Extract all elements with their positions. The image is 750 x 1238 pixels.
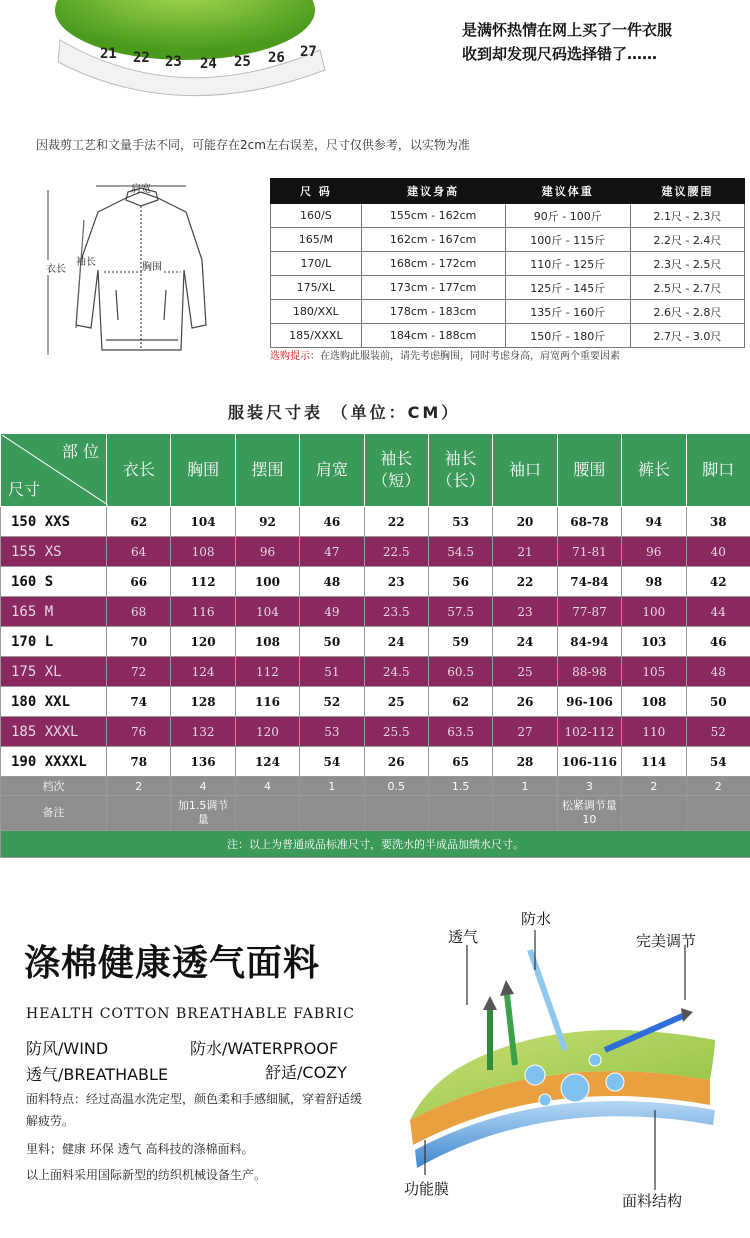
rec-header: 建议体重 xyxy=(505,179,630,204)
grade-cell: 0.5 xyxy=(364,777,428,796)
size-cell: 46 xyxy=(686,627,750,657)
rec-cell: 184cm - 188cm xyxy=(361,324,505,348)
size-cell: 40 xyxy=(686,537,750,567)
size-cell: 104 xyxy=(171,507,235,537)
remark-cell xyxy=(686,796,750,831)
rec-cell: 110斤 - 125斤 xyxy=(505,252,630,276)
remark-cell xyxy=(428,796,492,831)
feature-waterproof: 防水/WATERPROOF xyxy=(190,1039,339,1058)
rec-cell: 170/L xyxy=(271,252,362,276)
size-header: 袖长（长） xyxy=(428,434,492,507)
purchase-tip xyxy=(270,347,620,362)
size-cell: 110 xyxy=(622,717,686,747)
size-cell: 48 xyxy=(686,657,750,687)
size-label: 165 M xyxy=(1,597,107,627)
size-cell: 20 xyxy=(493,507,557,537)
tape-number: 27 xyxy=(300,44,317,60)
size-cell: 57.5 xyxy=(428,597,492,627)
tape-number: 26 xyxy=(268,50,285,66)
size-cell: 26 xyxy=(364,747,428,777)
rec-row xyxy=(271,228,745,252)
grade-row xyxy=(1,777,750,796)
size-cell: 52 xyxy=(686,717,750,747)
size-cell: 25.5 xyxy=(364,717,428,747)
size-label: 155 XS xyxy=(1,537,107,567)
size-label: 185 XXXL xyxy=(1,717,107,747)
grade-cell: 2 xyxy=(622,777,686,796)
size-cell: 47 xyxy=(300,537,364,567)
label-membrane: 功能膜 xyxy=(404,1180,450,1198)
size-cell: 27 xyxy=(493,717,557,747)
label-breathable: 透气 xyxy=(448,928,479,946)
size-cell: 23 xyxy=(364,567,428,597)
tape-number: 22 xyxy=(133,50,150,66)
size-cell: 22 xyxy=(364,507,428,537)
size-cell: 22 xyxy=(493,567,557,597)
size-label: 160 S xyxy=(1,567,107,597)
tape-number: 21 xyxy=(100,46,117,62)
rec-cell: 168cm - 172cm xyxy=(361,252,505,276)
hero-line-1: 是满怀热情在网上买了一件衣服 xyxy=(462,21,673,39)
rec-cell: 2.6尺 - 2.8尺 xyxy=(630,300,744,324)
size-label: 175 XL xyxy=(1,657,107,687)
remark-cell xyxy=(364,796,428,831)
size-header: 脚口 xyxy=(686,434,750,507)
rec-row xyxy=(271,300,745,324)
size-cell: 96-106 xyxy=(557,687,621,717)
grade-cell: 1 xyxy=(300,777,364,796)
rec-cell: 2.1尺 - 2.3尺 xyxy=(630,204,744,228)
rec-cell: 2.3尺 - 2.5尺 xyxy=(630,252,744,276)
size-cell: 62 xyxy=(428,687,492,717)
size-cell: 128 xyxy=(171,687,235,717)
jacket-diagram xyxy=(36,180,246,369)
size-cell: 46 xyxy=(300,507,364,537)
size-cell: 70 xyxy=(107,627,171,657)
size-cell: 116 xyxy=(171,597,235,627)
size-label: 180 XXL xyxy=(1,687,107,717)
size-cell: 24 xyxy=(493,627,557,657)
hero-caption xyxy=(462,18,672,66)
size-cell: 25 xyxy=(493,657,557,687)
size-cell: 124 xyxy=(171,657,235,687)
rec-cell: 135斤 - 160斤 xyxy=(505,300,630,324)
remark-cell xyxy=(300,796,364,831)
size-header: 肩宽 xyxy=(300,434,364,507)
size-cell: 52 xyxy=(300,687,364,717)
size-row xyxy=(1,657,750,687)
rec-cell: 2.5尺 - 2.7尺 xyxy=(630,276,744,300)
size-cell: 24 xyxy=(364,627,428,657)
size-cell: 63.5 xyxy=(428,717,492,747)
size-cell: 48 xyxy=(300,567,364,597)
size-cell: 51 xyxy=(300,657,364,687)
rec-cell: 165/M xyxy=(271,228,362,252)
rec-cell: 155cm - 162cm xyxy=(361,204,505,228)
grade-cell: 4 xyxy=(171,777,235,796)
size-cell: 114 xyxy=(622,747,686,777)
size-table xyxy=(0,433,750,858)
size-cell: 136 xyxy=(171,747,235,777)
size-cell: 102-112 xyxy=(557,717,621,747)
size-cell: 100 xyxy=(622,597,686,627)
rec-header: 建议身高 xyxy=(361,179,505,204)
size-cell: 54.5 xyxy=(428,537,492,567)
size-cell: 108 xyxy=(622,687,686,717)
size-cell: 24.5 xyxy=(364,657,428,687)
size-cell: 25 xyxy=(364,687,428,717)
size-cell: 59 xyxy=(428,627,492,657)
tape-number: 25 xyxy=(234,54,251,70)
size-cell: 50 xyxy=(686,687,750,717)
size-cell: 54 xyxy=(300,747,364,777)
size-cell: 77-87 xyxy=(557,597,621,627)
rec-cell: 162cm - 167cm xyxy=(361,228,505,252)
size-cell: 108 xyxy=(235,627,299,657)
size-cell: 62 xyxy=(107,507,171,537)
grade-cell: 2 xyxy=(107,777,171,796)
size-row xyxy=(1,567,750,597)
size-cell: 74 xyxy=(107,687,171,717)
tip-label: 选购提示 xyxy=(270,351,310,362)
rec-cell: 2.2尺 - 2.4尺 xyxy=(630,228,744,252)
label-waterproof: 防水 xyxy=(521,910,552,928)
size-cell: 42 xyxy=(686,567,750,597)
corner-top-label: 部 位 xyxy=(61,442,99,461)
size-row xyxy=(1,507,750,537)
rec-cell: 90斤 - 100斤 xyxy=(505,204,630,228)
grade-cell: 2 xyxy=(686,777,750,796)
hero-line-2: 收到却发现尺码选择错了…… xyxy=(462,45,658,63)
size-cell: 105 xyxy=(622,657,686,687)
size-cell: 28 xyxy=(493,747,557,777)
rec-header-row xyxy=(271,179,745,204)
size-label: 150 XXS xyxy=(1,507,107,537)
tape-number: 23 xyxy=(165,54,182,70)
grade-cell: 4 xyxy=(235,777,299,796)
size-header-row xyxy=(1,434,750,507)
size-note: 因裁剪工艺和文量手法不同，可能存在2cm左右误差，尺寸仅供参考，以实物为准 xyxy=(36,138,470,152)
size-cell: 76 xyxy=(107,717,171,747)
size-cell: 103 xyxy=(622,627,686,657)
remark-cell xyxy=(107,796,171,831)
size-cell: 72 xyxy=(107,657,171,687)
size-header: 袖口 xyxy=(493,434,557,507)
size-cell: 23.5 xyxy=(364,597,428,627)
rec-cell: 178cm - 183cm xyxy=(361,300,505,324)
size-row xyxy=(1,717,750,747)
feature-breathable: 透气/BREATHABLE xyxy=(26,1065,169,1084)
size-header: 袖长（短） xyxy=(364,434,428,507)
fabric-subtitle: HEALTH COTTON BREATHABLE FABRIC xyxy=(26,1006,355,1022)
remark-cell xyxy=(235,796,299,831)
label-sleeve: 袖长 xyxy=(76,257,96,268)
size-cell: 88-98 xyxy=(557,657,621,687)
size-cell: 120 xyxy=(235,717,299,747)
size-cell: 100 xyxy=(235,567,299,597)
size-cell: 44 xyxy=(686,597,750,627)
fabric-desc-3: 以上面料采用国际新型的纺织机械设备生产。 xyxy=(26,1168,267,1182)
size-cell: 60.5 xyxy=(428,657,492,687)
rec-cell: 180/XXL xyxy=(271,300,362,324)
rec-cell: 2.7尺 - 3.0尺 xyxy=(630,324,744,348)
fabric-desc-1: 面料特点：经过高温水洗定型，颜色柔和手感细腻，穿着舒适缓解疲劳。 xyxy=(26,1092,363,1128)
grade-cell: 档次 xyxy=(1,777,107,796)
size-cell: 49 xyxy=(300,597,364,627)
label-chest: 胸围 xyxy=(142,258,162,273)
remark-cell xyxy=(622,796,686,831)
size-cell: 50 xyxy=(300,627,364,657)
remark-cell: 备注 xyxy=(1,796,107,831)
size-cell: 54 xyxy=(686,747,750,777)
size-header: 摆围 xyxy=(235,434,299,507)
size-row xyxy=(1,627,750,657)
size-cell: 64 xyxy=(107,537,171,567)
rec-row xyxy=(271,324,745,348)
rec-cell: 185/XXXL xyxy=(271,324,362,348)
size-row xyxy=(1,747,750,777)
rec-row xyxy=(271,204,745,228)
grade-cell: 3 xyxy=(557,777,621,796)
size-cell: 124 xyxy=(235,747,299,777)
size-footer: 注：以上为普通成品标准尺寸，要洗水的半成品加绩水尺寸。 xyxy=(1,831,750,858)
size-cell: 104 xyxy=(235,597,299,627)
size-cell: 71-81 xyxy=(557,537,621,567)
size-cell: 78 xyxy=(107,747,171,777)
size-cell: 116 xyxy=(235,687,299,717)
size-label: 190 XXXXL xyxy=(1,747,107,777)
size-cell: 66 xyxy=(107,567,171,597)
grade-cell: 1.5 xyxy=(428,777,492,796)
fabric-title: 涤棉健康透气面料 xyxy=(24,943,321,984)
rec-row xyxy=(271,276,745,300)
size-header: 腰围 xyxy=(557,434,621,507)
corner-cell xyxy=(1,434,107,507)
size-cell: 132 xyxy=(171,717,235,747)
size-table-title: 服装尺寸表 （单位：CM） xyxy=(228,403,461,422)
size-cell: 94 xyxy=(622,507,686,537)
size-cell: 98 xyxy=(622,567,686,597)
size-cell: 112 xyxy=(235,657,299,687)
rec-header: 尺 码 xyxy=(271,179,362,204)
size-cell: 68 xyxy=(107,597,171,627)
label-adjust: 完美调节 xyxy=(636,932,697,950)
size-cell: 38 xyxy=(686,507,750,537)
label-structure: 面料结构 xyxy=(622,1192,683,1210)
size-cell: 22.5 xyxy=(364,537,428,567)
label-shoulder: 肩宽 xyxy=(131,184,151,195)
size-row xyxy=(1,537,750,567)
rec-cell: 150斤 - 180斤 xyxy=(505,324,630,348)
size-cell: 112 xyxy=(171,567,235,597)
remark-row xyxy=(1,796,750,831)
rec-header: 建议腰围 xyxy=(630,179,744,204)
size-cell: 68-78 xyxy=(557,507,621,537)
size-header: 衣长 xyxy=(107,434,171,507)
size-cell: 53 xyxy=(300,717,364,747)
size-cell: 21 xyxy=(493,537,557,567)
footer-row xyxy=(1,831,750,858)
label-length: 衣长 xyxy=(46,260,66,275)
tip-text: ：在选购此服装前，请先考虑胸围，同时考虑身高，肩宽两个重要因素 xyxy=(310,351,620,362)
corner-bottom-label: 尺寸 xyxy=(8,480,41,499)
size-cell: 26 xyxy=(493,687,557,717)
rec-row xyxy=(271,252,745,276)
size-cell: 96 xyxy=(622,537,686,567)
rec-cell: 175/XL xyxy=(271,276,362,300)
size-header: 裤长 xyxy=(622,434,686,507)
size-row xyxy=(1,687,750,717)
size-header: 胸围 xyxy=(171,434,235,507)
size-cell: 108 xyxy=(171,537,235,567)
feature-cozy: 舒适/COZY xyxy=(265,1063,347,1082)
tape-number: 24 xyxy=(200,56,217,72)
size-cell: 65 xyxy=(428,747,492,777)
rec-cell: 100斤 - 115斤 xyxy=(505,228,630,252)
size-cell: 84-94 xyxy=(557,627,621,657)
fabric-desc-2: 里料；健康 环保 透气 高科技的涤棉面料。 xyxy=(26,1142,254,1156)
feature-wind: 防风/WIND xyxy=(26,1039,109,1058)
grade-cell: 1 xyxy=(493,777,557,796)
size-label: 170 L xyxy=(1,627,107,657)
size-cell: 53 xyxy=(428,507,492,537)
size-cell: 96 xyxy=(235,537,299,567)
size-cell: 92 xyxy=(235,507,299,537)
rec-cell: 160/S xyxy=(271,204,362,228)
size-row xyxy=(1,597,750,627)
remark-cell: 加1.5调节量 xyxy=(171,796,235,831)
size-cell: 74-84 xyxy=(557,567,621,597)
size-recommendation-table xyxy=(270,178,745,348)
remark-cell xyxy=(493,796,557,831)
size-cell: 120 xyxy=(171,627,235,657)
size-cell: 106-116 xyxy=(557,747,621,777)
rec-cell: 173cm - 177cm xyxy=(361,276,505,300)
remark-cell: 松紧调节量10 xyxy=(557,796,621,831)
rec-cell: 125斤 - 145斤 xyxy=(505,276,630,300)
size-cell: 56 xyxy=(428,567,492,597)
size-cell: 23 xyxy=(493,597,557,627)
